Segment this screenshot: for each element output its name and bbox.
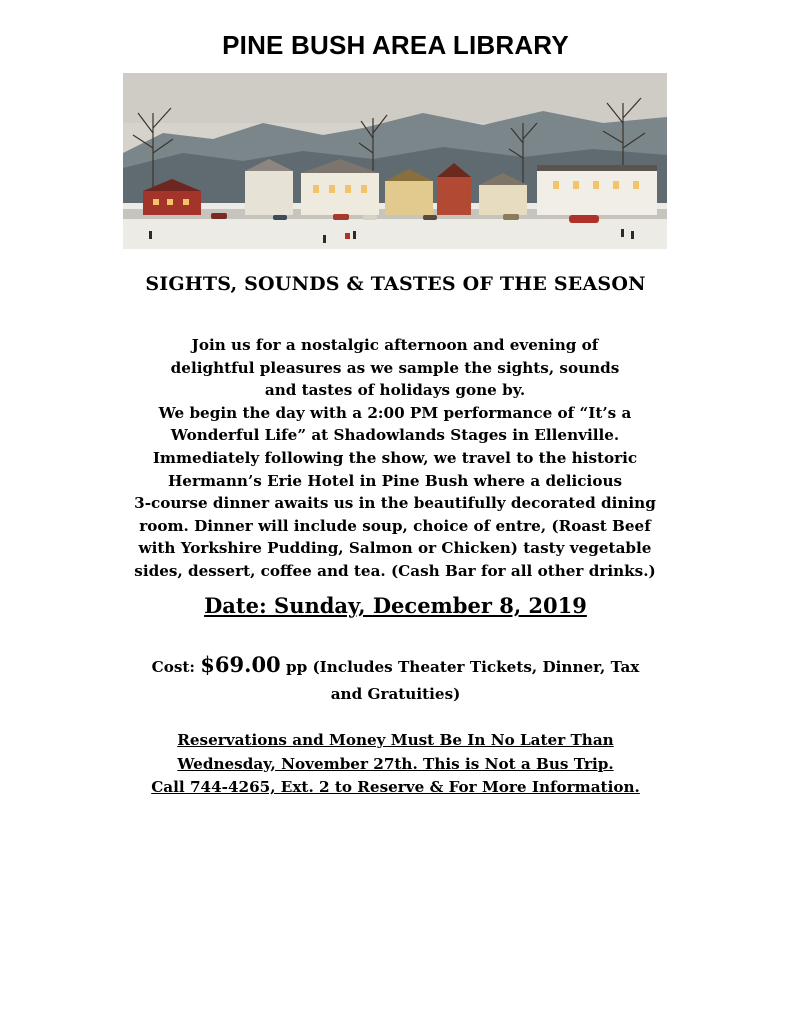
cost-details-line2: and Gratuities) [330, 685, 461, 703]
winter-town-painting [123, 73, 667, 249]
description-line: Join us for a nostalgic afternoon and evening of [191, 336, 599, 354]
cost-block [100, 651, 691, 708]
reservations-line: Call 744-4265, Ext. 2 to Reserve & For More Information. [151, 778, 640, 797]
description-line: We begin the day with a 2:00 PM performance of “It’s a [158, 403, 632, 422]
description-line: sides, dessert, coffee and tea. (Cash Bar for all other drinks.) [134, 561, 656, 580]
description-line: Wonderful Life” at Shadowlands Stages in Ellenville. [170, 426, 620, 445]
reservations-line: Wednesday, November 27th. This is Not a Bus Trip. [177, 754, 614, 773]
event-subtitle: SIGHTS, SOUNDS & TASTES OF THE SEASON [145, 273, 646, 295]
event-description [95, 334, 695, 583]
description-line: room. Dinner will include soup, choice of entre, (Roast Beef [139, 516, 651, 535]
cost-details-line1: pp (Includes Theater Tickets, Dinner, Tax [285, 658, 640, 676]
description-line: delightful pleasures as we sample the sights, sounds [170, 358, 620, 377]
description-line: 3-course dinner awaits us in the beautifully decorated dining [134, 494, 656, 513]
description-line: Hermann’s Erie Hotel in Pine Bush where a delicious [167, 471, 623, 490]
winter-town-illustration [123, 73, 667, 249]
cost-price: $69.00 [200, 652, 281, 677]
event-date: Date: Sunday, December 8, 2019 [204, 593, 587, 618]
cost-label: Cost: [151, 658, 201, 676]
description-line: Immediately following the show, we travel to the historic [152, 448, 638, 467]
reservations-notice [0, 729, 791, 800]
description-line: and tastes of holidays gone by. [264, 381, 526, 400]
page-title: PINE BUSH AREA LIBRARY [222, 30, 569, 60]
reservations-line: Reservations and Money Must Be In No Later Than [177, 731, 614, 749]
description-line: with Yorkshire Pudding, Salmon or Chicken) tasty vegetable [138, 539, 652, 558]
